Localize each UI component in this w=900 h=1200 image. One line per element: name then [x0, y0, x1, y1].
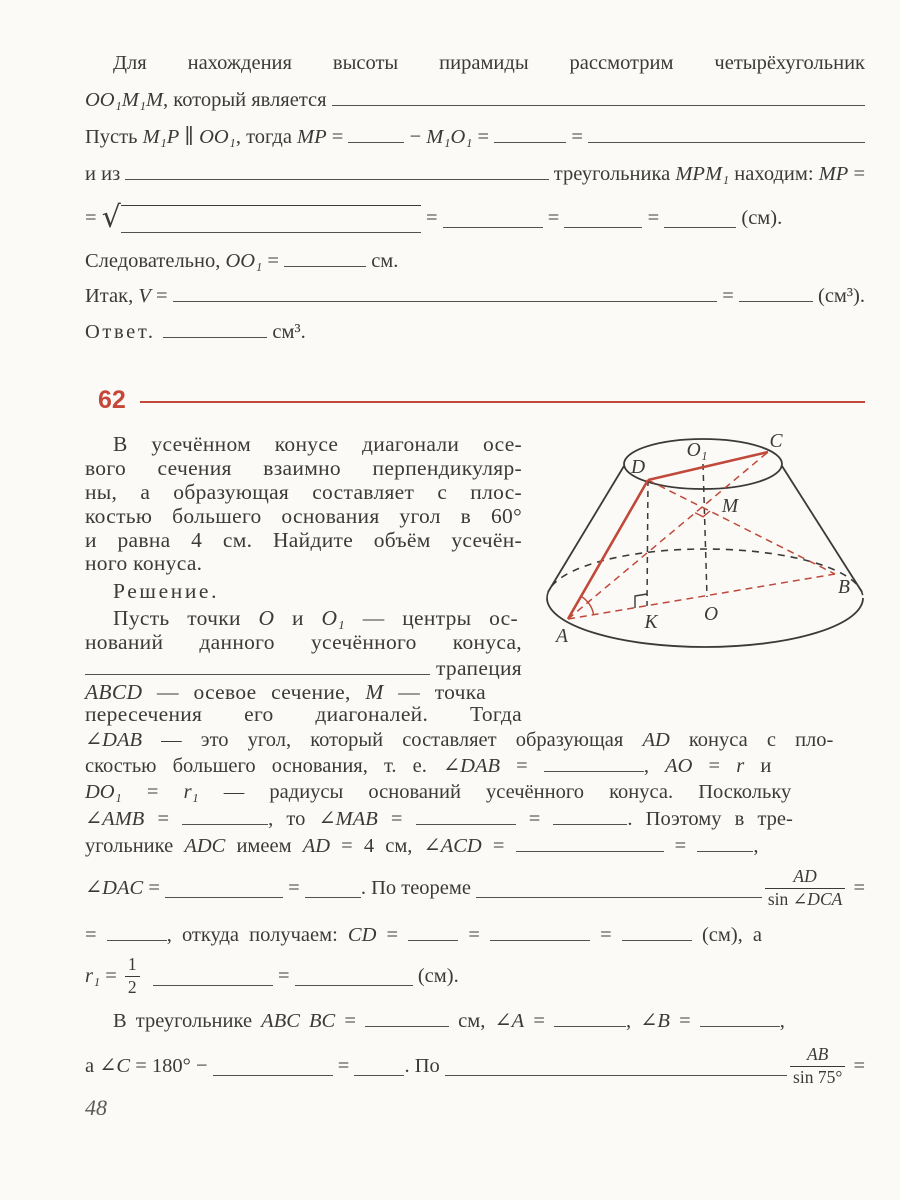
- text-run: =: [85, 924, 107, 946]
- solution-line-1: [113, 605, 522, 632]
- math-run: r₁: [85, 964, 101, 987]
- text-run: , тогда: [235, 126, 298, 148]
- math-run: ∠A: [494, 1010, 525, 1032]
- text-run: =: [669, 1010, 700, 1032]
- page-number: 48: [85, 1095, 107, 1120]
- pyramid-line-7: [85, 283, 865, 310]
- solution-full-line-9: [113, 1008, 865, 1035]
- text-run: — радиусы оснований усечённого конуса. Поскольку: [198, 781, 792, 803]
- math-run: r: [736, 755, 745, 777]
- blank-line: [622, 937, 692, 941]
- text-run: =: [100, 964, 122, 987]
- text-run: =: [524, 1010, 554, 1032]
- text-run: и: [744, 755, 772, 777]
- solution-line-5: пересечения его диагоналей. Тогда: [85, 702, 522, 726]
- math-run: ABCD: [85, 680, 143, 704]
- solution-full-line-8: [85, 952, 865, 1000]
- text-run: =: [272, 964, 295, 987]
- blank-line: [332, 102, 865, 106]
- text-run: — центры ос-: [345, 606, 518, 630]
- cone-right-edge: [782, 466, 862, 592]
- text-run: Следовательно,: [85, 250, 226, 272]
- text-run: =: [500, 755, 544, 777]
- text-run: (см³).: [812, 285, 865, 307]
- text-run: =: [848, 1054, 865, 1077]
- text-run: ∥: [179, 126, 200, 148]
- figure-label-O: O: [703, 604, 719, 625]
- text-run: . По теореме: [360, 876, 477, 899]
- math-run: ∠DCA: [792, 888, 843, 909]
- figure-label-A: A: [556, 626, 568, 647]
- text-run: = 180° −: [130, 1054, 213, 1077]
- blank-line: [173, 298, 717, 302]
- text-run: В треугольнике: [113, 1010, 262, 1032]
- blank-line: [284, 263, 366, 267]
- text-run: ,: [643, 755, 666, 777]
- diagonal-AC: [568, 452, 768, 619]
- solution-label: Решение.: [113, 579, 220, 603]
- figure-label-O1: O₁: [686, 440, 708, 461]
- text-run: =: [326, 126, 349, 148]
- red-rule: [140, 401, 865, 404]
- blank-line: [697, 848, 753, 852]
- blank-line: [153, 982, 273, 986]
- text-run: конуса с пло-: [669, 729, 834, 751]
- text-run: =: [566, 126, 589, 148]
- math-run: ∠C: [99, 1054, 131, 1077]
- blank-line: [295, 982, 413, 986]
- text-run: sin: [767, 888, 793, 909]
- text-run: =: [481, 835, 516, 857]
- text-run: =: [590, 924, 622, 946]
- blank-line: [553, 821, 627, 825]
- axis-O1O: [703, 464, 707, 597]
- text-run: , который является: [163, 89, 332, 111]
- right-angle-marker-M: [695, 511, 710, 517]
- figure-label-K: K: [644, 612, 658, 633]
- text-run: . По: [404, 1054, 445, 1077]
- blank-line: [554, 1023, 626, 1027]
- fraction-denominator: sin 75°: [790, 1066, 845, 1089]
- blank-line: [476, 894, 762, 898]
- segment-AB: [568, 574, 835, 619]
- solution-line-2: нований данного усечённого конуса,: [85, 630, 522, 654]
- blank-line: [85, 671, 430, 675]
- fraction: [790, 1044, 845, 1089]
- math-run: ABC BC: [261, 1010, 336, 1032]
- math-run: ∠AMB: [85, 808, 145, 830]
- height-DK: [647, 480, 648, 606]
- text-run: =: [144, 808, 183, 830]
- math-run: M₁O₁: [426, 126, 473, 148]
- math-run: MPM₁: [675, 163, 730, 185]
- text-run: =: [542, 206, 565, 229]
- blank-line: [408, 937, 458, 941]
- text-run: =: [262, 250, 285, 272]
- blank-line: [443, 224, 543, 228]
- math-run: OO₁: [225, 250, 263, 272]
- blank-line: [305, 894, 361, 898]
- statement-line-3: ны, а образующая составляет с плос-: [85, 480, 522, 504]
- text-run: (см).: [412, 964, 459, 987]
- math-run: AD: [302, 835, 331, 857]
- text-run: Пусть: [85, 126, 143, 148]
- text-run: =: [283, 876, 305, 899]
- fraction-denominator: [765, 888, 845, 911]
- statement-line-4: костью большего основания угол в 60°: [85, 504, 522, 528]
- blank-line: [564, 224, 642, 228]
- text-run: и: [274, 606, 322, 630]
- figure-label-C: C: [769, 431, 783, 452]
- text-run: =: [85, 206, 102, 229]
- segment-AD: [568, 480, 648, 619]
- math-run: AD: [642, 729, 670, 751]
- fraction: [125, 954, 140, 999]
- math-run: ∠DAB: [85, 729, 143, 751]
- math-run: ∠MAB: [318, 808, 378, 830]
- text-run: Итак,: [85, 285, 139, 307]
- text-run: см³.: [267, 321, 306, 343]
- blank-line: [182, 821, 268, 825]
- text-run: =: [335, 1010, 366, 1032]
- figure-label-B: B: [838, 577, 850, 598]
- text-run: , откуда получаем:: [166, 924, 348, 946]
- math-run: ∠DAB: [443, 755, 501, 777]
- text-run: =: [515, 808, 554, 830]
- math-run: OO₁M₁M: [85, 89, 164, 111]
- text-run: а: [85, 1054, 100, 1077]
- text-run: =: [420, 206, 443, 229]
- math-run: AO: [665, 755, 693, 777]
- text-run: трапеция: [430, 656, 522, 680]
- text-run: =: [472, 126, 495, 148]
- statement-line-2: вого сечения взаимно перпендикуляр-: [85, 456, 522, 480]
- solution-line-3: [85, 655, 522, 682]
- blank-line: [416, 821, 516, 825]
- math-run: DO₁: [85, 781, 122, 803]
- blank-line: [163, 334, 267, 338]
- text-run: =: [121, 781, 184, 803]
- fraction-numerator: AB: [806, 1043, 829, 1064]
- cone-left-edge: [548, 466, 624, 592]
- text-run: =: [717, 285, 739, 307]
- text-run: (см).: [736, 206, 783, 229]
- text-run: =: [150, 285, 173, 307]
- figure-label-D: D: [630, 457, 646, 478]
- pyramid-line-4: [85, 161, 865, 188]
- text-run: см.: [366, 250, 399, 272]
- pyramid-line-1: Для нахождения высоты пирамиды рассмотрим четырёхугольник: [113, 52, 865, 74]
- math-run: MP: [818, 163, 849, 185]
- math-run: V: [138, 285, 151, 307]
- math-run: O₁: [321, 606, 346, 630]
- text-run: =: [376, 924, 409, 946]
- text-run: =: [458, 924, 490, 946]
- fraction-numerator: AD: [793, 865, 817, 886]
- math-run: ∠B: [640, 1010, 670, 1032]
- statement-line-5: и равна 4 см. Найдите объём усечён-: [85, 528, 522, 552]
- blank-line: [494, 139, 566, 143]
- math-run: r₁: [183, 781, 199, 803]
- radical-sign: √: [101, 200, 121, 235]
- text-run: =: [848, 876, 865, 899]
- text-run: , то: [268, 808, 319, 830]
- text-run: [143, 963, 153, 990]
- math-run: ∠DAC: [85, 876, 144, 899]
- math-run: M₁P: [142, 126, 180, 148]
- text-run: ,: [779, 1010, 785, 1032]
- math-run: OO₁: [199, 126, 236, 148]
- text-run: =: [663, 835, 698, 857]
- math-run: M: [365, 680, 384, 704]
- math-run: CD: [347, 924, 377, 946]
- text-run: см,: [449, 1010, 495, 1032]
- blank-line: [588, 139, 865, 143]
- text-run: =: [692, 755, 737, 777]
- fraction: [765, 866, 845, 911]
- text-run: (см), а: [691, 924, 763, 946]
- text-run: треугольника: [548, 163, 676, 185]
- statement-line-6: ного конуса.: [85, 551, 203, 575]
- text-run: =: [143, 876, 165, 899]
- blank-line: [739, 298, 813, 302]
- cone-figure: [525, 420, 885, 672]
- statement-line-1: В усечённом конусе диагонали осе-: [113, 432, 522, 456]
- text-run: . Поэтому в тре-: [627, 808, 793, 830]
- text-run: =: [332, 1054, 355, 1077]
- blank-line: [365, 1023, 449, 1027]
- text-run: — это угол, который составляет образующая: [142, 729, 643, 751]
- fraction-numerator: 1: [127, 953, 137, 974]
- blank-line: [544, 768, 644, 772]
- pyramid-line-6: [85, 248, 685, 275]
- blank-line: [700, 1023, 780, 1027]
- problem-header: [98, 386, 865, 415]
- blank-line: [664, 224, 736, 228]
- solution-full-line-3: [85, 779, 865, 806]
- math-run: MP: [297, 126, 327, 148]
- fraction-denominator: 2: [125, 976, 140, 999]
- text-run: Пусть точки: [113, 606, 259, 630]
- figure-label-M: M: [721, 496, 739, 517]
- radical-blank: [102, 200, 421, 236]
- text-run: — осевое сечение,: [142, 680, 366, 704]
- text-run: =: [377, 808, 416, 830]
- math-run: ∠ACD: [423, 835, 482, 857]
- math-run: O: [258, 606, 275, 630]
- blank-line: [125, 176, 548, 180]
- text-run: −: [404, 126, 427, 148]
- text-run: ,: [753, 835, 759, 857]
- blank-line: [121, 205, 421, 233]
- text-run: Ответ.: [85, 321, 164, 343]
- text-run: — точка: [383, 680, 486, 704]
- blank-line: [213, 1072, 333, 1076]
- text-run: угольнике: [85, 835, 185, 857]
- blank-line: [516, 848, 664, 852]
- text-run: ,: [626, 1010, 641, 1032]
- solution-full-line-4: [85, 806, 865, 833]
- text-run: имеем: [225, 835, 303, 857]
- blank-line: [354, 1072, 404, 1076]
- problem-number: 62: [98, 386, 126, 414]
- text-run: =: [848, 163, 865, 185]
- blank-line: [490, 937, 590, 941]
- blank-line: [348, 139, 404, 143]
- solution-full-line-1: [85, 727, 865, 754]
- text-run: =: [642, 206, 665, 229]
- solution-full-line-5: [85, 833, 865, 860]
- segment-DC: [648, 452, 768, 480]
- text-run: находим:: [729, 163, 819, 185]
- math-run: ADC: [184, 835, 226, 857]
- blank-line: [107, 937, 167, 941]
- text-run: скостью большего основания, т. е.: [85, 755, 443, 777]
- solution-full-line-7: [85, 922, 865, 949]
- solution-full-line-2: [85, 753, 865, 780]
- text-run: и из: [85, 163, 126, 185]
- pyramid-line-3: [85, 124, 865, 151]
- pyramid-answer-line: [85, 319, 685, 346]
- pyramid-line-5: [85, 196, 865, 240]
- solution-full-line-10: [85, 1040, 865, 1092]
- text-run: = 4 см,: [330, 835, 424, 857]
- pyramid-line-2: [85, 87, 865, 114]
- blank-line: [445, 1072, 787, 1076]
- solution-full-line-6: [85, 862, 865, 914]
- blank-line: [165, 894, 283, 898]
